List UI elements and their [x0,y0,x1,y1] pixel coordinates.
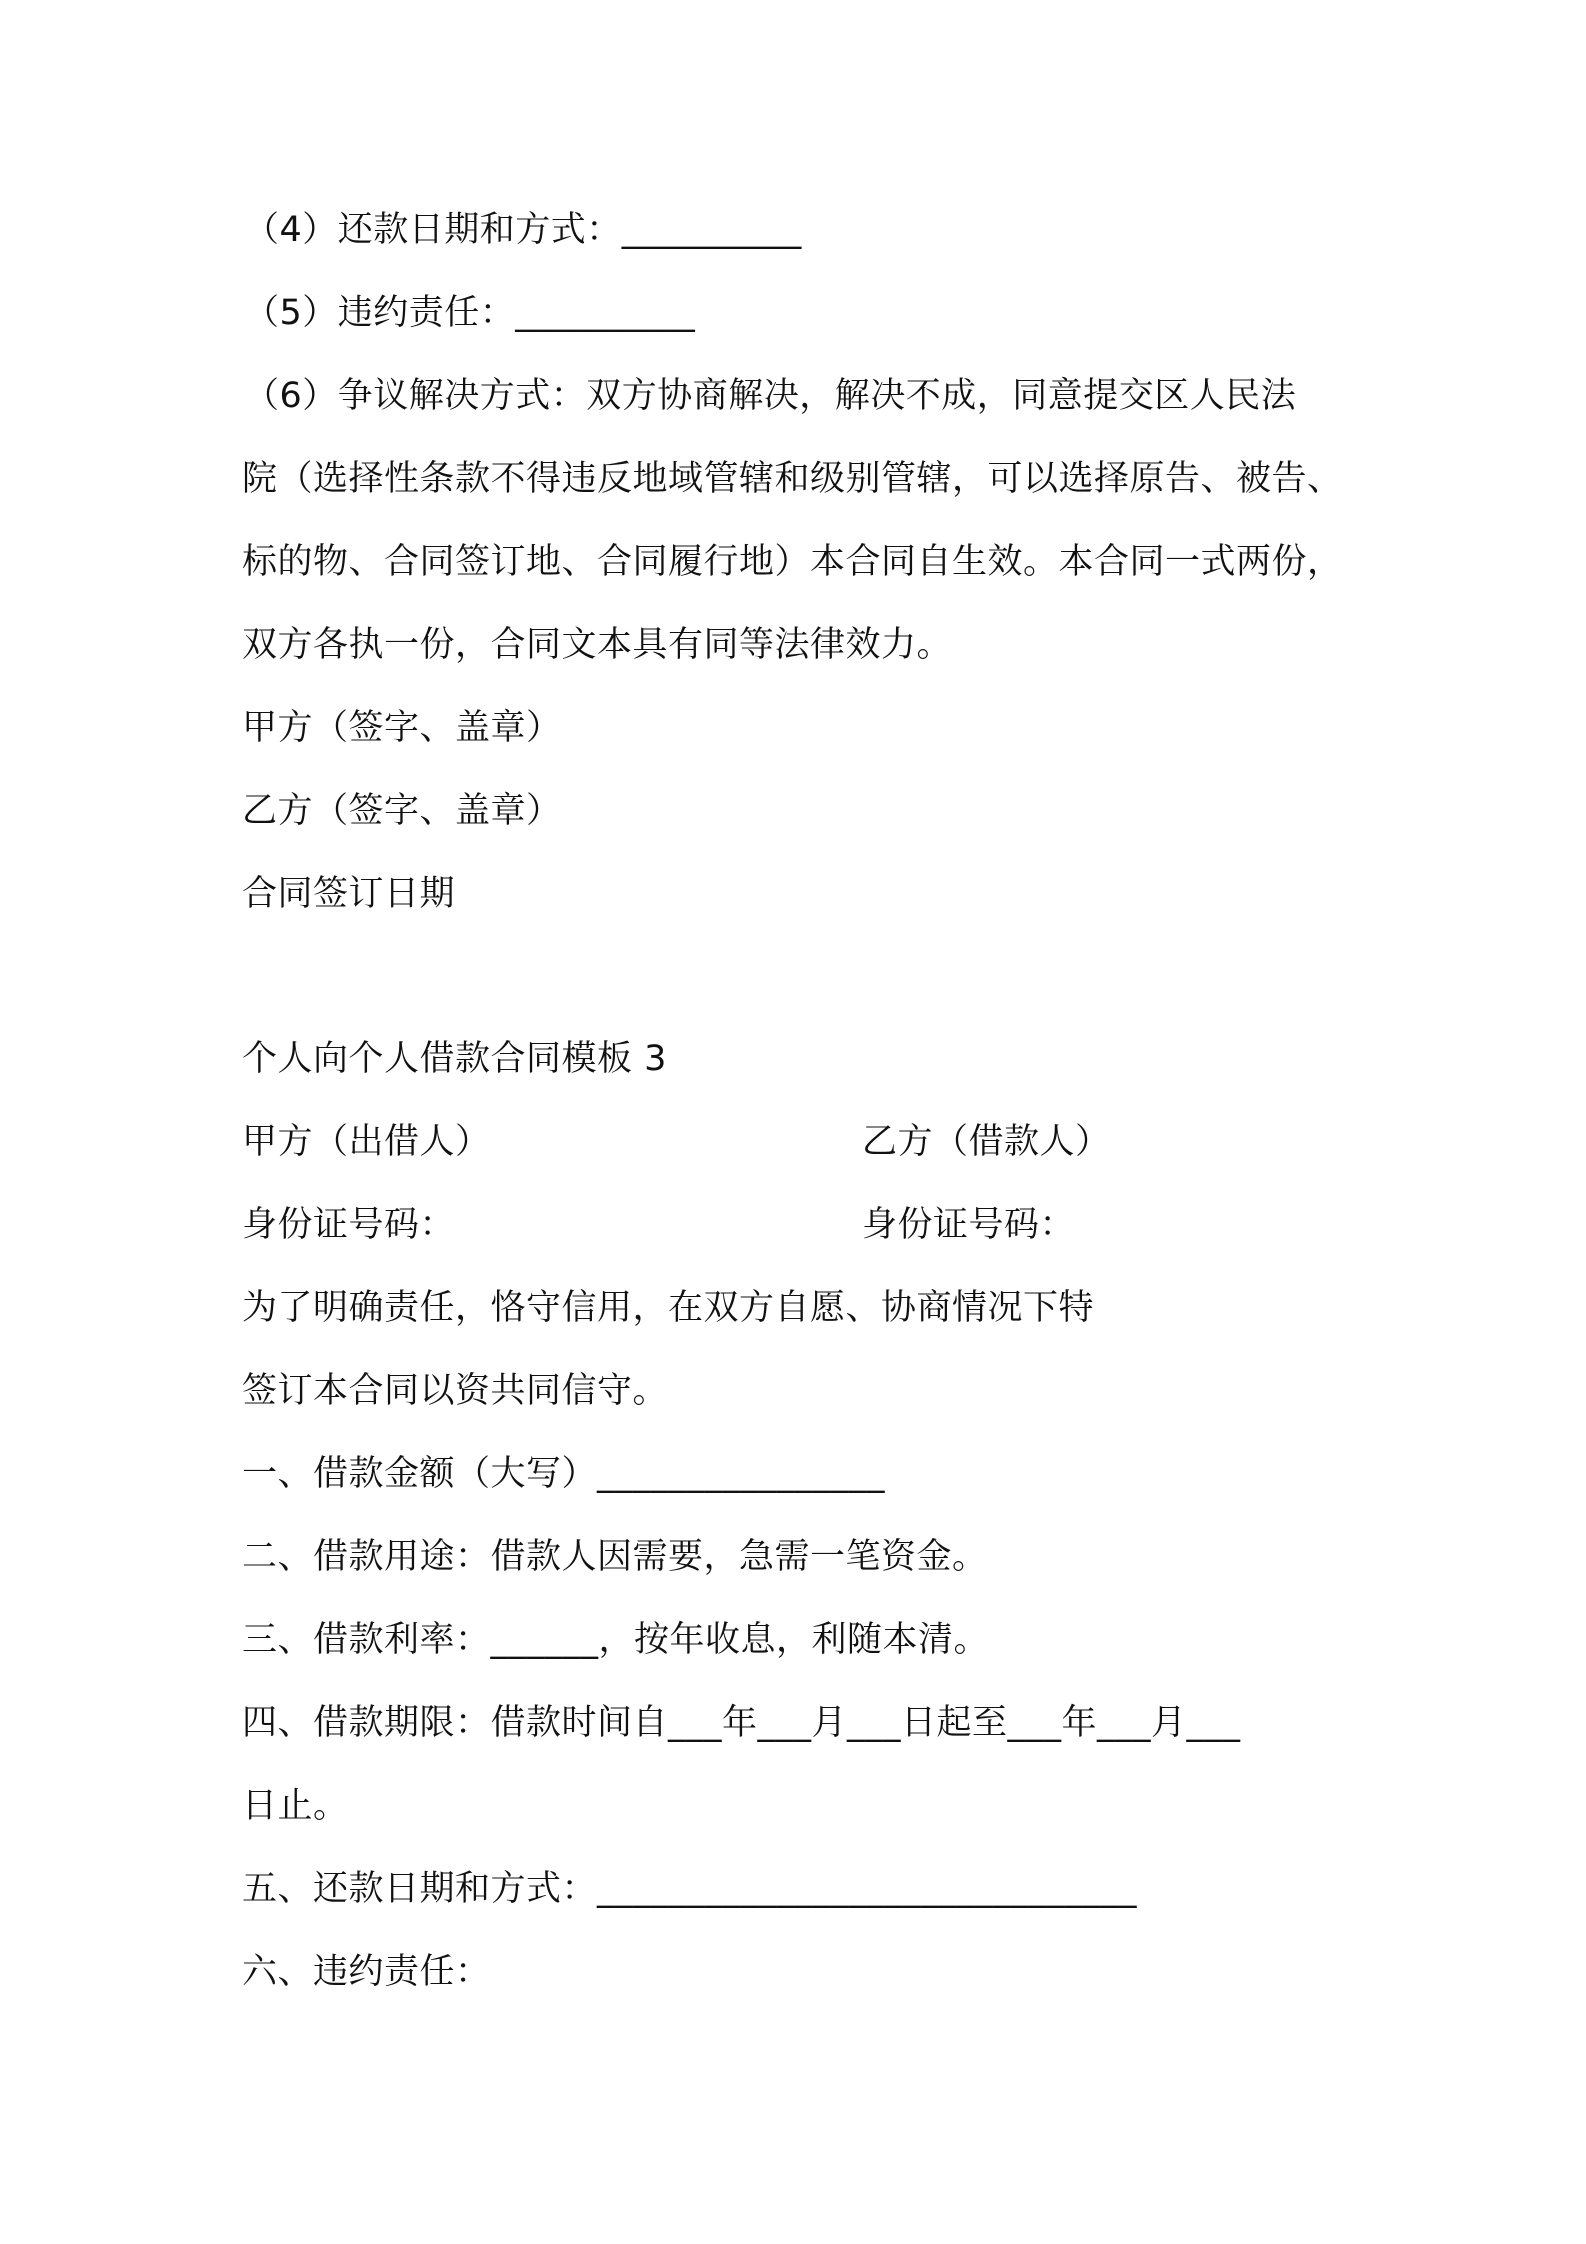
borrower-id-label: 身份证号码： [862,1205,1076,1245]
party-b-signature: 乙方（签字、盖章） [242,791,562,831]
intro-line-2: 签订本合同以资共同信守。 [242,1371,669,1411]
dispute-resolution-line-4: 双方各执一份，合同文本具有同等法律效力。 [242,625,953,665]
loan-purpose-clause: 二、借款用途：借款人因需要，急需一笔资金。 [242,1537,988,1577]
repayment-clause: 五、还款日期和方式：______________________________ [242,1869,1138,1909]
repayment-method-item: （4）还款日期和方式：__________ [244,210,802,250]
lender-id-label: 身份证号码： [242,1205,456,1245]
contract-sign-date: 合同签订日期 [242,874,456,914]
party-a-signature: 甲方（签字、盖章） [242,708,562,748]
loan-term-line-2: 日止。 [242,1786,349,1826]
dispute-resolution-line-1: （6）争议解决方式：双方协商解决，解决不成，同意提交区人民法 [244,376,1297,416]
intro-line-1: 为了明确责任，恪守信用，在双方自愿、协商情况下特 [242,1288,1095,1328]
interest-rate-clause: 三、借款利率：______，按年收息，利随本清。 [242,1620,990,1660]
breach-clause: 六、违约责任： [242,1952,491,1992]
lender-label: 甲方（出借人） [242,1122,491,1162]
breach-liability-item: （5）违约责任：__________ [244,293,696,333]
loan-term-line-1: 四、借款期限：借款时间自___年___月___日起至___年___月___ [242,1703,1241,1743]
loan-amount-clause: 一、借款金额（大写）________________ [242,1454,886,1494]
borrower-label: 乙方（借款人） [862,1122,1111,1162]
dispute-resolution-line-2: 院（选择性条款不得违反地域管辖和级别管辖，可以选择原告、被告、 [242,459,1343,499]
dispute-resolution-line-3: 标的物、合同签订地、合同履行地）本合同自生效。本合同一式两份， [242,542,1343,582]
contract-template-title: 个人向个人借款合同模板 3 [242,1039,667,1079]
